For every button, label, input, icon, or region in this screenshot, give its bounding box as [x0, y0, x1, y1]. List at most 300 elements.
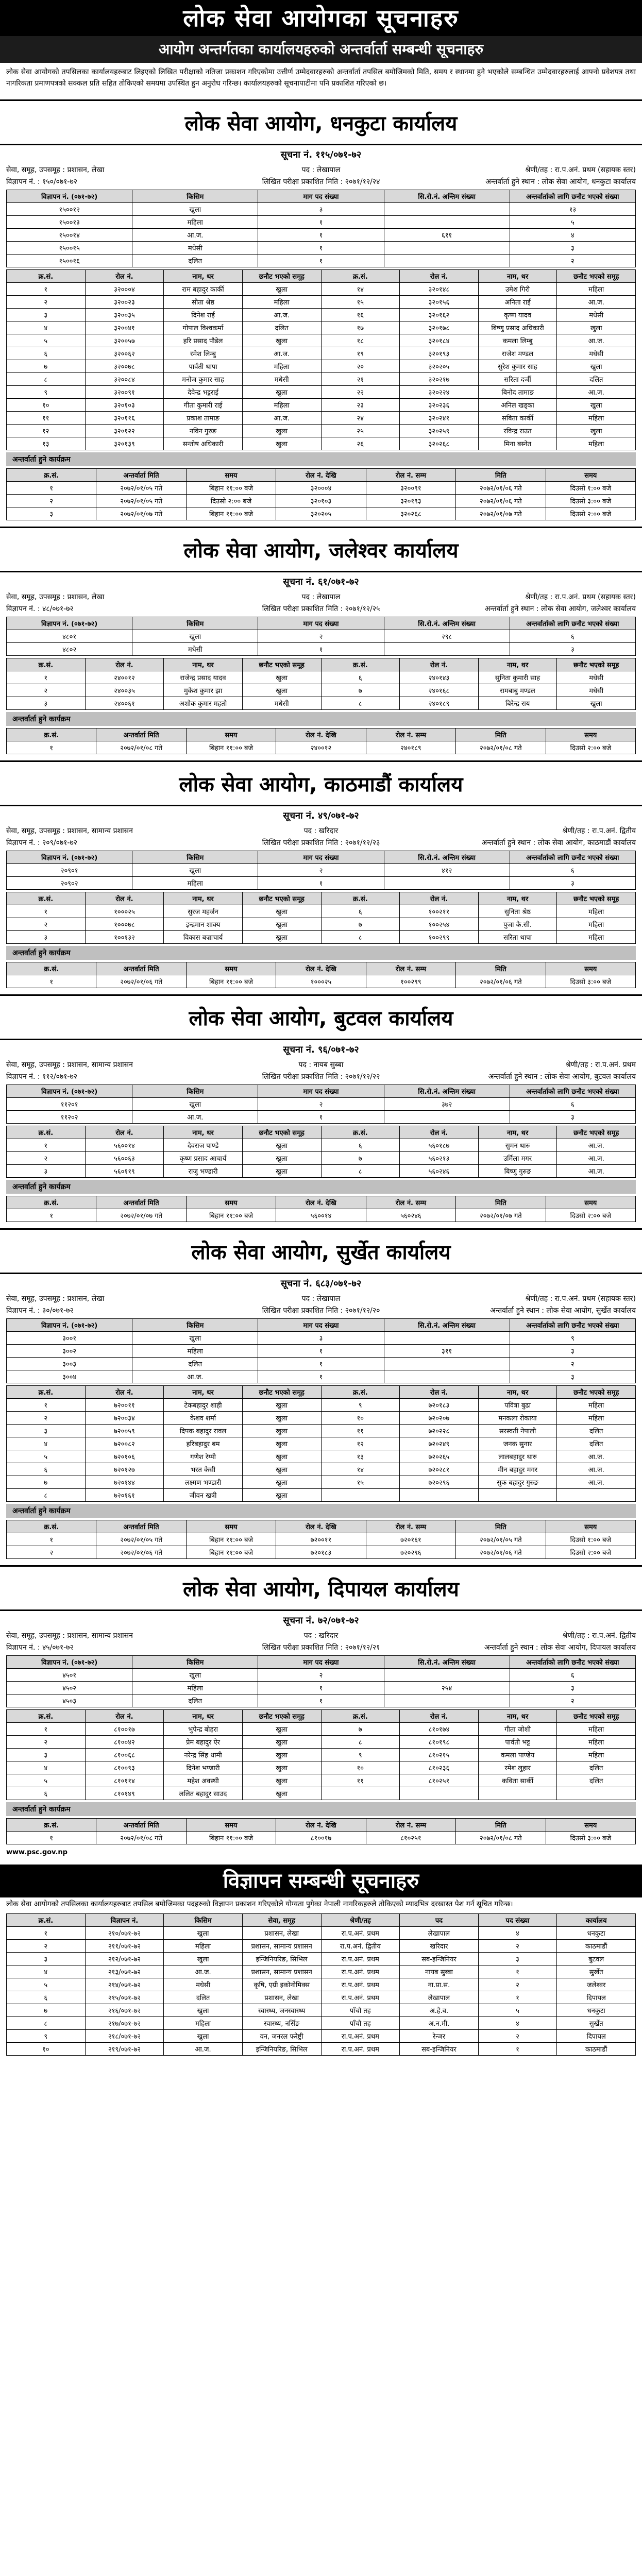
table-cell: २४०१८९ — [366, 741, 455, 754]
service-info-row — [0, 825, 642, 837]
table-cell: २ — [7, 1152, 86, 1165]
table-cell: सीता श्रेष्ठ — [164, 296, 243, 309]
table-cell: ७२०१८३ — [400, 1399, 479, 1412]
table-cell: महिला — [242, 360, 321, 373]
column-header: नाम, थर — [478, 892, 557, 905]
vacancy-table — [6, 617, 636, 656]
table-row — [7, 216, 636, 229]
table-cell — [384, 643, 510, 656]
table-row — [7, 918, 636, 931]
table-cell: ८१००६८ — [85, 1749, 164, 1761]
table-cell: महिला — [557, 1749, 636, 1761]
column-header: विज्ञापन नं. (०७१-७२) — [7, 851, 132, 864]
notice-number: सूचना नं. ६१/०७१-७२ — [283, 577, 359, 588]
table-row — [7, 1682, 636, 1694]
vacancy-table — [6, 190, 636, 267]
column-header: नाम, थर — [164, 658, 243, 671]
table-cell: कृष्ण प्रसाद आचार्य — [164, 1152, 243, 1165]
table-cell: अशोक कुमार महतो — [164, 697, 243, 710]
column-header: रोल नं. — [85, 1710, 164, 1723]
table-cell: ५६०२१३ — [400, 1152, 479, 1165]
column-header: अन्तर्वार्ताको लागि छनौट भएको संख्या — [510, 851, 635, 864]
table-cell: कमला लिम्बु — [478, 334, 557, 347]
column-header: माग पद संख्या — [258, 190, 384, 203]
schedule-table — [6, 1520, 636, 1559]
table-cell: १ — [258, 1370, 384, 1383]
table-cell: २०७२/०१/०८ गते — [456, 1832, 546, 1844]
table-cell: २ — [7, 1736, 86, 1749]
table-cell: ४८०२ — [7, 643, 132, 656]
table-cell: २४०१४३ — [400, 671, 479, 684]
table-cell: आ.ज. — [242, 309, 321, 321]
table-cell: स्वास्थ्य, नर्सिङ — [242, 2017, 321, 2030]
table-cell: २ — [258, 1098, 384, 1111]
service-info: श्रेणी/तह : रा.प.अनं. द्वितीय — [562, 1632, 636, 1640]
column-header: नाम, थर — [164, 892, 243, 905]
column-header: समय — [546, 728, 635, 741]
column-header: रोल नं. — [400, 1710, 479, 1723]
table-cell: प्रशासन, लेखा — [242, 1991, 321, 2004]
column-header: सि.रो.नं. अन्तिम संख्या — [384, 1319, 510, 1332]
table-cell: खुला — [242, 1463, 321, 1476]
table-cell: महिला — [132, 216, 258, 229]
table-cell: ४१२ — [384, 864, 510, 877]
table-cell: ५ — [510, 216, 635, 229]
table-row — [7, 1111, 636, 1124]
table-cell: ३२००५७ — [85, 334, 164, 347]
table-cell: २०७२/०१/०५ गते — [456, 1533, 546, 1546]
table-row — [7, 1450, 636, 1463]
candidate-table-header — [7, 270, 636, 283]
table-cell: ९ — [321, 1749, 400, 1761]
column-header: क्र.सं. — [7, 728, 96, 741]
table-cell: २०७२/०१/०६ गते — [456, 975, 546, 988]
table-cell: १ — [478, 1965, 557, 1978]
table-cell: २१५/०७१-७२ — [85, 1991, 164, 2004]
table-cell: मनकला रोकाया — [478, 1412, 557, 1425]
notice-number: सूचना नं. ६८३/०७१-७२ — [280, 1278, 362, 1290]
candidate-table — [6, 1709, 636, 1800]
table-row — [7, 255, 636, 267]
column-header: पद संख्या — [478, 1914, 557, 1927]
table-cell: खुला — [242, 1774, 321, 1787]
table-cell: २ — [7, 495, 96, 507]
office-section — [0, 1228, 642, 1559]
service-info: सेवा, समूह, उपसमूह : प्रशासन, सामान्य प्रशासन — [6, 1061, 133, 1070]
table-cell: राजेन्द्र प्रसाद यादव — [164, 671, 243, 684]
table-cell: २० — [321, 360, 400, 373]
table-cell: ३ — [7, 507, 96, 520]
table-cell: प्रशासन, लेखा — [242, 1927, 321, 1940]
column-header: क्र.सं. — [321, 658, 400, 671]
table-cell: १ — [7, 1927, 86, 1940]
table-cell: खुला — [132, 203, 258, 216]
table-cell: ११२०२ — [7, 1111, 132, 1124]
column-header: अन्तर्वार्ताको लागि छनौट भएको संख्या — [510, 1319, 635, 1332]
table-cell: खुला — [242, 684, 321, 697]
column-header: कार्यालय — [557, 1914, 636, 1927]
website-url[interactable]: www.psc.gov.np — [6, 1849, 67, 1857]
table-cell: २ — [510, 1358, 635, 1370]
table-cell: गीता जोशी — [478, 1723, 557, 1736]
table-cell: २१२/०७१-७२ — [85, 1953, 164, 1965]
office-title: लोक सेवा आयोग, काठमाडौं कार्यालय — [0, 760, 642, 806]
column-header: नाम, थर — [164, 270, 243, 283]
ad-info: विज्ञापन नं. : ४८/०७१-७२ — [6, 605, 74, 614]
table-cell: दलित — [132, 255, 258, 267]
column-header: रोल नं. — [85, 1386, 164, 1399]
column-header: क्र.सं. — [321, 270, 400, 283]
table-cell: दिउसो २:०० बजे — [186, 495, 276, 507]
table-cell: ३११ — [384, 1345, 510, 1358]
table-cell: दलित — [557, 1425, 636, 1437]
column-header: किसिम — [132, 190, 258, 203]
table-cell: ८ — [7, 1489, 86, 1502]
table-cell: २ — [510, 1694, 635, 1707]
table-cell: सुरज महर्जन — [164, 905, 243, 918]
table-cell: १ — [258, 255, 384, 267]
column-header: छनौट भएको समूह — [242, 1126, 321, 1139]
table-cell: ७२०२९६ — [400, 1476, 479, 1489]
table-cell: खुला — [242, 425, 321, 437]
table-row — [7, 1736, 636, 1749]
column-header: रोल नं. सम्म — [366, 1819, 455, 1832]
table-cell: आ.ज. — [557, 1139, 636, 1152]
table-cell: महिला — [164, 2017, 243, 2030]
table-cell: खुला — [242, 1139, 321, 1152]
candidate-table — [6, 892, 636, 944]
table-cell: खुला — [242, 1736, 321, 1749]
table-cell: दिउसो २:०० बजे — [546, 507, 635, 520]
table-cell: १० — [321, 1761, 400, 1774]
table-cell: ४५०३ — [7, 1694, 132, 1707]
table-cell: दिनेश भण्डारी — [164, 1761, 243, 1774]
table-cell — [321, 1787, 400, 1800]
schedule-table-header — [7, 1520, 636, 1533]
table-cell — [384, 216, 510, 229]
table-cell: रमेश लुहार — [478, 1761, 557, 1774]
schedule-table — [6, 962, 636, 988]
table-row — [7, 1332, 636, 1345]
table-cell: ३२०१९३ — [366, 495, 455, 507]
table-cell: ८ — [321, 931, 400, 944]
table-cell: महिला — [557, 412, 636, 425]
table-cell: ७ — [7, 360, 86, 373]
table-cell: १ — [258, 242, 384, 255]
table-cell: ७२००११ — [276, 1533, 366, 1546]
table-cell: ७ — [321, 684, 400, 697]
sub-banner: आयोग अन्तर्गतका कार्यालयहरुको अन्तर्वार्ता सम्बन्धी सूचनाहरु — [0, 36, 642, 63]
table-cell: दिउसो १:०० बजे — [546, 482, 635, 495]
table-cell: ३२०१८४ — [400, 334, 479, 347]
table-row — [7, 2017, 636, 2030]
table-row — [7, 2004, 636, 2017]
table-cell: ३२०२१७ — [400, 373, 479, 386]
table-cell: ४ — [478, 1927, 557, 1940]
table-cell: ७२०२०७ — [400, 1412, 479, 1425]
table-cell: ४ — [478, 2017, 557, 2030]
table-cell: महिला — [557, 1412, 636, 1425]
table-cell: ११ — [321, 1774, 400, 1787]
column-header: विज्ञापन नं. — [85, 1914, 164, 1927]
table-row — [7, 1533, 636, 1546]
table-cell — [384, 1669, 510, 1682]
vacancy-table — [6, 851, 636, 890]
column-header: समय — [186, 962, 276, 975]
table-cell: विकास बज्राचार्य — [164, 931, 243, 944]
table-cell: १८ — [321, 334, 400, 347]
table-cell: महिला — [557, 918, 636, 931]
table-cell: ३२०१७८ — [400, 321, 479, 334]
schedule-table-header — [7, 728, 636, 741]
schedule-table — [6, 1196, 636, 1222]
table-cell: १००२५४ — [400, 918, 479, 931]
table-cell: २४००३५ — [85, 684, 164, 697]
table-cell: रमेश लिम्बु — [164, 347, 243, 360]
ad-info: लिखित परीक्षा प्रकाशित मिति : २०७१/१२/२२ — [262, 1073, 380, 1081]
table-row — [7, 684, 636, 697]
table-cell — [400, 1489, 479, 1502]
table-cell: खुला — [242, 1787, 321, 1800]
table-cell: ६ — [510, 1669, 635, 1682]
table-cell: दलित — [164, 1991, 243, 2004]
table-cell: ३ — [510, 643, 635, 656]
column-header: रोल नं. — [400, 892, 479, 905]
table-cell: ३ — [7, 1165, 86, 1178]
table-cell: ५ — [7, 1450, 86, 1463]
table-cell: २ — [7, 1412, 86, 1425]
table-cell: बिहान ११:०० बजे — [186, 1209, 276, 1222]
table-cell: १ — [258, 1358, 384, 1370]
table-row — [7, 347, 636, 360]
column-header: अन्तर्वार्ता मिति — [96, 962, 186, 975]
table-cell: १ — [258, 877, 384, 890]
table-cell: बिहान ११:०० बजे — [186, 507, 276, 520]
table-cell: दिउसो २:०० बजे — [546, 741, 635, 754]
table-row — [7, 1358, 636, 1370]
table-cell — [384, 203, 510, 216]
ad-info: अन्तर्वार्ता हुने स्थान : लोक सेवा आयोग, दिपायल कार्यालय — [484, 1643, 636, 1652]
table-row — [7, 242, 636, 255]
ad-info: विज्ञापन नं. : १५०/०७१-७२ — [6, 178, 78, 187]
column-header: माग पद संख्या — [258, 1656, 384, 1669]
table-cell: ४८०१ — [7, 630, 132, 643]
table-row — [7, 1774, 636, 1787]
table-cell: राजेश मण्डल — [478, 347, 557, 360]
table-cell: सबिता कार्की — [478, 412, 557, 425]
table-cell: ३२०२०५ — [400, 360, 479, 373]
table-cell: पाँचौ तह — [321, 2004, 400, 2017]
column-header: छनौट भएको समूह — [557, 1126, 636, 1139]
table-cell: ललित बहादुर साउद — [164, 1787, 243, 1800]
vacancy-table-header — [7, 1319, 636, 1332]
table-cell: ३२०१४८ — [400, 283, 479, 296]
table-cell: सुरेश कुमार साह — [478, 360, 557, 373]
table-row — [7, 1412, 636, 1425]
table-cell: ३ — [7, 1953, 86, 1965]
ad-info: विज्ञापन नं. : ३०/०७१-७२ — [6, 1307, 74, 1315]
table-cell: खुला — [242, 671, 321, 684]
column-header: अन्तर्वार्ता मिति — [96, 728, 186, 741]
table-cell: २४००१२ — [276, 741, 366, 754]
table-cell: ३ — [510, 1345, 635, 1358]
table-cell — [321, 1489, 400, 1502]
column-header: अन्तर्वार्ता मिति — [96, 1196, 186, 1209]
table-cell: ४५०१ — [7, 1669, 132, 1682]
table-cell: दिउसो ३:०० बजे — [546, 495, 635, 507]
ad-info-row — [0, 1641, 642, 1653]
table-cell: ३२०१०३ — [276, 495, 366, 507]
column-header: छनौट भएको समूह — [242, 658, 321, 671]
table-cell: ७२००३४ — [85, 1412, 164, 1425]
table-row — [7, 905, 636, 918]
table-cell: महिला — [242, 296, 321, 309]
table-cell: रा.प.अनं. प्रथम — [321, 2043, 400, 2056]
column-header: छनौट भएको समूह — [557, 270, 636, 283]
table-cell: ६ — [321, 905, 400, 918]
table-row — [7, 2030, 636, 2043]
column-header: माग पद संख्या — [258, 1085, 384, 1098]
column-header: रोल नं. — [400, 270, 479, 283]
ad-info: विज्ञापन नं. : ११२/०७१-७२ — [6, 1073, 78, 1081]
service-info: श्रेणी/तह : रा.प.अनं. प्रथम — [565, 1061, 636, 1070]
table-cell: ३००४ — [7, 1370, 132, 1383]
table-cell: ५६००६३ — [85, 1152, 164, 1165]
column-header: रोल नं. देखि — [276, 1520, 366, 1533]
table-cell: २५४ — [384, 1682, 510, 1694]
column-header: सि.रो.नं. अन्तिम संख्या — [384, 1085, 510, 1098]
table-cell: सुक बहादुर गुरुङ — [478, 1476, 557, 1489]
column-header: विज्ञापन नं. (०७१-७२) — [7, 1656, 132, 1669]
table-row — [7, 1098, 636, 1111]
table-cell: पाँचौ तह — [321, 2017, 400, 2030]
ad-info: अन्तर्वार्ता हुने स्थान : लोक सेवा आयोग, बुटवल कार्यालय — [488, 1073, 636, 1081]
table-row — [7, 671, 636, 684]
table-cell: दलित — [557, 373, 636, 386]
schedule-title: अन्तर्वार्ता हुने कार्यक्रम — [6, 452, 636, 466]
schedule-title: अन्तर्वार्ता हुने कार्यक्रम — [6, 1504, 636, 1518]
table-cell: ना.प्रा.स. — [400, 1978, 479, 1991]
table-cell: महिला — [557, 931, 636, 944]
table-cell: नविन गुरुङ — [164, 425, 243, 437]
table-cell: ४ — [7, 1761, 86, 1774]
schedule-title: अन्तर्वार्ता हुने कार्यक्रम — [6, 712, 636, 726]
table-cell: दलित — [132, 1358, 258, 1370]
table-cell: ५६००१४ — [276, 1209, 366, 1222]
table-cell: ७ — [321, 918, 400, 931]
table-cell: २०९०१ — [7, 864, 132, 877]
service-info-row — [0, 1630, 642, 1641]
table-cell: २४०१८९ — [400, 697, 479, 710]
table-cell — [384, 1694, 510, 1707]
table-row — [7, 1953, 636, 1965]
ad-info: लिखित परीक्षा प्रकाशित मिति : २०७१/१२/२१ — [262, 1643, 380, 1652]
table-cell: प्रेम बहादुर ऐर — [164, 1736, 243, 1749]
table-cell: बिहान ११:०० बजे — [186, 482, 276, 495]
service-info-row — [0, 1059, 642, 1071]
table-cell: १०००२५ — [85, 905, 164, 918]
notice-number: सूचना नं. ११५/०७१-७२ — [280, 149, 362, 161]
column-header: छनौट भएको समूह — [557, 658, 636, 671]
table-row — [7, 482, 636, 495]
column-header: सि.रो.नं. अन्तिम संख्या — [384, 851, 510, 864]
column-header: किसिम — [132, 1656, 258, 1669]
column-header: क्र.सं. — [7, 1386, 86, 1399]
table-cell: आ.ज. — [242, 347, 321, 360]
table-cell: राजु भण्डारी — [164, 1165, 243, 1178]
table-cell — [384, 877, 510, 890]
schedule-title: अन्तर्वार्ता हुने कार्यक्रम — [6, 946, 636, 960]
table-cell — [384, 1332, 510, 1345]
table-row — [7, 2043, 636, 2056]
table-cell: २ — [258, 864, 384, 877]
column-header: नाम, थर — [164, 1710, 243, 1723]
table-cell: रा.प.अनं. द्वितीय — [321, 1940, 400, 1953]
table-cell: ५६०११९ — [85, 1165, 164, 1178]
table-cell: खुला — [242, 1425, 321, 1437]
table-cell: रा.प.अनं. प्रथम — [321, 1991, 400, 2004]
column-header: क्र.सं. — [7, 1819, 96, 1832]
table-cell: ३२०२०५ — [276, 507, 366, 520]
column-header: छनौट भएको समूह — [557, 1710, 636, 1723]
table-cell: स्वास्थ्य, जनस्वास्थ्य — [242, 2004, 321, 2017]
column-header: नाम, थर — [478, 1386, 557, 1399]
table-cell: ३ — [258, 1332, 384, 1345]
table-cell: २४०१६८ — [400, 684, 479, 697]
table-cell: ५ — [7, 1978, 86, 1991]
table-row — [7, 1345, 636, 1358]
column-header: नाम, थर — [478, 1710, 557, 1723]
table-cell: खुला — [242, 1761, 321, 1774]
table-row — [7, 1749, 636, 1761]
table-cell: ११२०१ — [7, 1098, 132, 1111]
table-cell: खुला — [557, 360, 636, 373]
column-header: क्र.सं. — [7, 962, 96, 975]
table-cell: ७२०१०६ — [85, 1450, 164, 1463]
column-header: रोल नं. देखि — [276, 1819, 366, 1832]
vacancy-table-header — [7, 190, 636, 203]
table-cell: उर्मिला मगर — [478, 1152, 557, 1165]
table-cell: २ — [478, 1978, 557, 1991]
table-cell: खुला — [242, 905, 321, 918]
table-cell: जीवन खत्री — [164, 1489, 243, 1502]
table-cell: ७२०१२७ — [85, 1463, 164, 1476]
table-cell: सरस्वती नेपाली — [478, 1425, 557, 1437]
ad-info-row — [0, 176, 642, 188]
column-header: किसिम — [132, 1319, 258, 1332]
office-section — [0, 1565, 642, 1844]
table-row — [7, 1476, 636, 1489]
table-cell: ९ — [510, 1332, 635, 1345]
table-cell: दलित — [132, 1694, 258, 1707]
office-title: लोक सेवा आयोग, धनकुटा कार्यालय — [0, 99, 642, 145]
table-cell: महिला — [557, 905, 636, 918]
table-cell: महिला — [557, 437, 636, 450]
table-cell — [557, 1489, 636, 1502]
column-header: क्र.सं. — [7, 1196, 96, 1209]
table-cell: ७२०१६१ — [85, 1489, 164, 1502]
table-cell: १००२९९ — [366, 975, 455, 988]
table-cell: ६ — [510, 630, 635, 643]
table-cell: ११ — [321, 1425, 400, 1437]
notice-number: सूचना नं. ४९/०७१-७२ — [283, 810, 359, 822]
column-header: सि.रो.नं. अन्तिम संख्या — [384, 1656, 510, 1669]
column-header: क्र.सं. — [7, 658, 86, 671]
column-header: क्र.सं. — [7, 469, 96, 482]
service-info-row — [0, 164, 642, 176]
table-cell: ३ — [7, 931, 86, 944]
table-cell: आ.ज. — [132, 1111, 258, 1124]
